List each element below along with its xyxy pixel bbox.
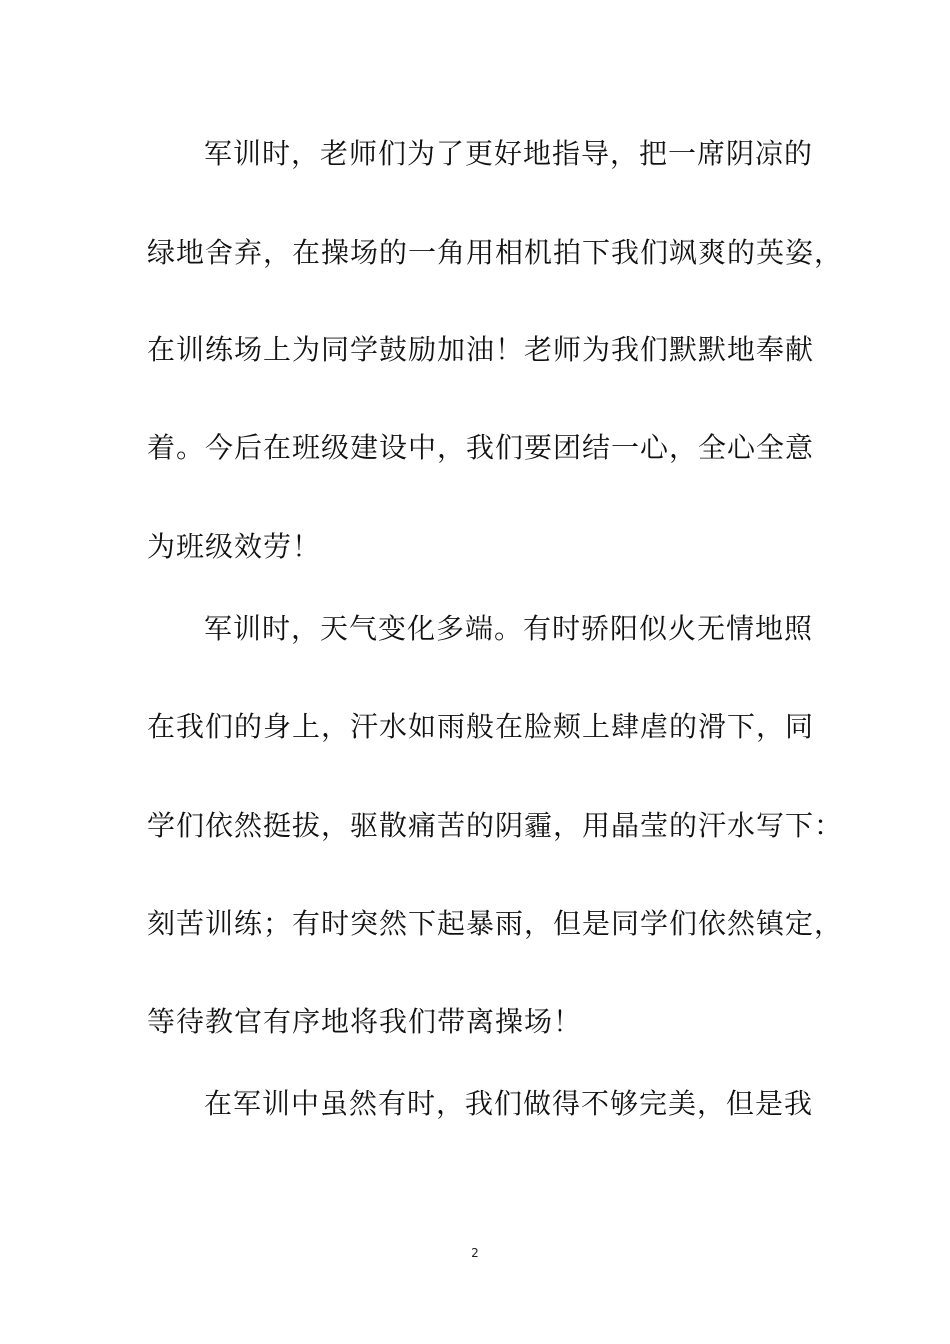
paragraph-2-line-4: 刻苦训练；有时突然下起暴雨，但是同学们依然镇定，: [147, 907, 844, 940]
paragraph-3-line-1: 在军训中虽然有时，我们做得不够完美，但是我: [204, 1087, 814, 1120]
paragraph-1-line-5: 为班级效劳！: [147, 530, 322, 563]
paragraph-1-line-3: 在训练场上为同学鼓励加油！老师为我们默默地奉献: [147, 333, 815, 366]
paragraph-2-line-5: 等待教官有序地将我们带离操场！: [147, 1005, 583, 1038]
paragraph-1-line-1: 军训时，老师们为了更好地指导，把一席阴凉的: [204, 137, 814, 170]
paragraph-2-line-1: 军训时，天气变化多端。有时骄阳似火无情地照: [204, 612, 814, 645]
paragraph-1-line-2: 绿地舍弃，在操场的一角用相机拍下我们飒爽的英姿，: [147, 236, 844, 269]
page-number: 2: [471, 1246, 479, 1260]
paragraph-2-line-3: 学们依然挺拔，驱散痛苦的阴霾，用晶莹的汗水写下：: [147, 809, 844, 842]
paragraph-2-line-2: 在我们的身上，汗水如雨般在脸颊上肆虐的滑下，同: [147, 710, 815, 743]
paragraph-1-line-4: 着。今后在班级建设中，我们要团结一心，全心全意: [147, 431, 815, 464]
